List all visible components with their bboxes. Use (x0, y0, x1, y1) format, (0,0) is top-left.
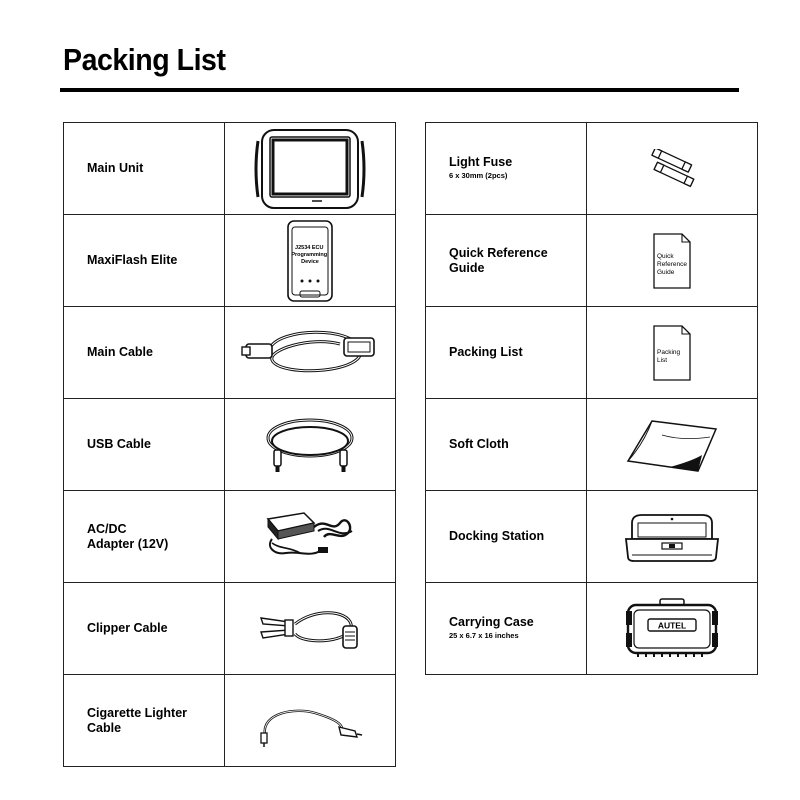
packing-table-left (63, 122, 396, 767)
table-row (64, 399, 396, 491)
title-rule (60, 88, 739, 92)
item-name-cell (426, 491, 587, 583)
item-picture-cell (587, 583, 758, 675)
item-picture-cell (225, 215, 396, 307)
document-label: Quick Reference Guide (657, 252, 687, 276)
item-name: Carrying Case (449, 615, 534, 629)
item-name: Quick Reference Guide (449, 245, 548, 275)
table-row (426, 399, 758, 491)
item-detail: 25 x 6.7 x 16 inches (449, 631, 519, 640)
maxiflash-device-icon (280, 219, 340, 303)
table-row (426, 307, 758, 399)
item-picture-cell (225, 399, 396, 491)
item-picture-cell (587, 123, 758, 215)
item-detail: 6 x 30mm (2pcs) (449, 171, 508, 180)
item-name: Cigarette Lighter Cable (87, 705, 188, 735)
power-adapter-icon (260, 509, 360, 565)
item-name: Packing List (449, 345, 523, 359)
document-icon (650, 232, 694, 290)
item-picture-cell (225, 123, 396, 215)
table-row (64, 583, 396, 675)
tablet-icon (252, 127, 368, 211)
table-row (64, 215, 396, 307)
packing-table-right (425, 122, 758, 675)
item-name: Light Fuse (449, 155, 513, 169)
item-picture-cell (225, 583, 396, 675)
fuse-icon (642, 149, 702, 189)
item-name: Main Cable (87, 345, 153, 359)
docking-station-icon (622, 509, 722, 565)
item-picture-cell (587, 491, 758, 583)
item-name-cell (64, 307, 225, 399)
item-name-cell (64, 215, 225, 307)
item-name-cell (426, 123, 587, 215)
table-row (64, 123, 396, 215)
carrying-case-icon (624, 597, 720, 661)
item-picture-cell (587, 307, 758, 399)
item-name-cell (426, 399, 587, 491)
item-picture-cell (225, 491, 396, 583)
item-name: USB Cable (87, 437, 151, 451)
item-name-cell (64, 399, 225, 491)
item-picture-cell (587, 215, 758, 307)
item-name-cell (426, 307, 587, 399)
item-picture-cell (225, 307, 396, 399)
item-name: Soft Cloth (449, 437, 509, 451)
table-row (426, 583, 758, 675)
item-name-cell (64, 583, 225, 675)
clipper-cable-icon (255, 594, 365, 664)
item-name-cell (64, 123, 225, 215)
main-cable-icon (240, 318, 380, 388)
cigarette-lighter-cable-icon (255, 693, 365, 749)
usb-cable-icon (260, 410, 360, 480)
item-name-cell (426, 583, 587, 675)
document-label: Packing List (657, 348, 681, 364)
item-name: AC/DC Adapter (12V) (87, 521, 169, 551)
table-row (426, 123, 758, 215)
item-name: MaxiFlash Elite (87, 253, 178, 267)
page-title: Packing List (63, 42, 226, 77)
table-row (64, 307, 396, 399)
device-label: J2534 ECU Programming Device (291, 244, 328, 265)
item-name-cell (64, 675, 225, 767)
document-icon (650, 324, 694, 382)
item-name: Clipper Cable (87, 621, 168, 635)
table-row (64, 675, 396, 767)
table-row (426, 491, 758, 583)
item-picture-cell (587, 399, 758, 491)
case-label: AUTEL (657, 620, 687, 630)
item-name-cell (64, 491, 225, 583)
item-name: Main Unit (87, 161, 144, 175)
item-name: Docking Station (449, 529, 545, 543)
table-row (426, 215, 758, 307)
table-row (64, 491, 396, 583)
cloth-icon (622, 415, 722, 475)
item-picture-cell (225, 675, 396, 767)
item-name-cell (426, 215, 587, 307)
